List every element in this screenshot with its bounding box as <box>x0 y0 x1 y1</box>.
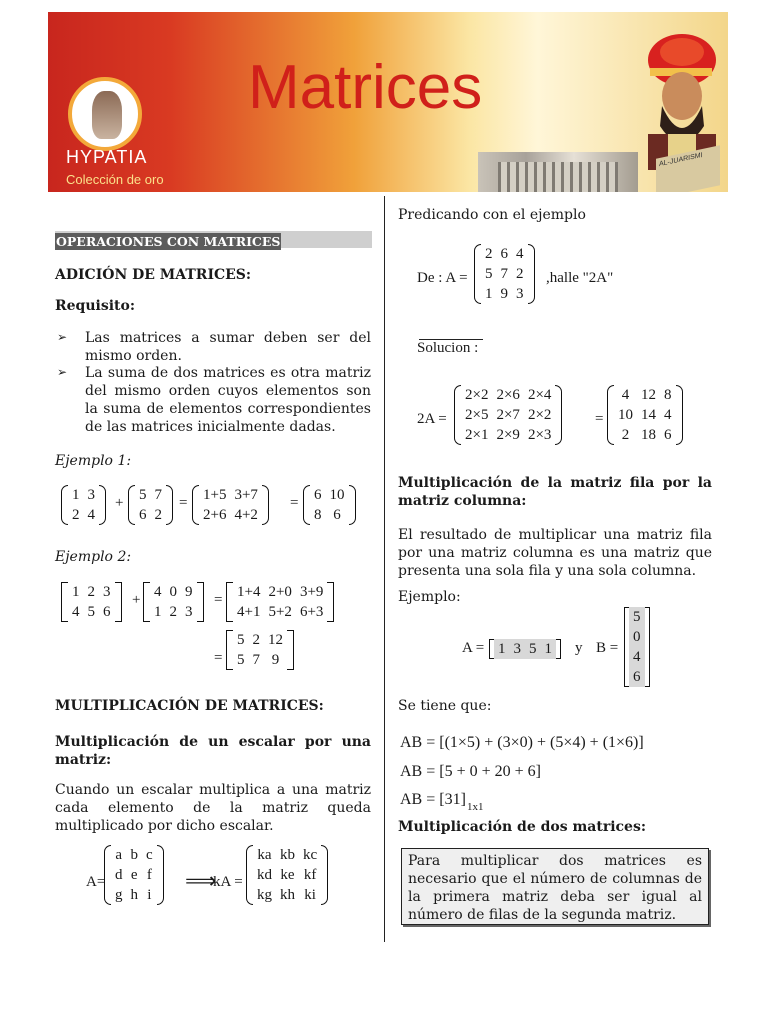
ab-line-1: AB = [(1×5) + (3×0) + (5×4) + (1×6)] <box>400 734 644 751</box>
and-y: y <box>575 640 583 656</box>
row-col-text: El resultado de multiplicar una matriz fila por una matriz columna es una matriz que presenta una sola fila y una sola columna. <box>398 527 712 579</box>
hypatia-logo <box>68 77 142 151</box>
ejemplo-label: Ejemplo: <box>398 589 461 605</box>
ab-line-2: AB = [5 + 0 + 20 + 6] <box>400 763 541 780</box>
se-tiene-text: Se tiene que: <box>398 698 492 714</box>
matrix-a-label: A= <box>86 874 106 890</box>
row-col-title: Multiplicación de la matriz fila por la matriz columna: <box>398 475 712 509</box>
example-2-label: Ejemplo 2: <box>55 549 132 565</box>
row-a-label: A = <box>462 640 485 656</box>
matrix-a: 2 6 4 5 7 2 1 9 3 <box>474 244 535 304</box>
bullet-item: La suma de dos matrices es otra matriz del mismo orden cuyos elementos son la suma de elementos correspondientes de las matrices inicialmente dadas. <box>85 365 371 435</box>
column-matrix-b: 5 0 4 6 <box>624 607 650 687</box>
ex2-matrix-a: 1 2 3 4 5 6 <box>61 582 122 622</box>
ex1-matrix-result: 6 10 8 6 <box>303 485 356 525</box>
callout-text: Para multiplicar dos matrices es necesario que el número de columnas de la primera matriz deba ser igual al número de filas de la segunda matriz. <box>408 853 702 923</box>
section-heading-text: OPERACIONES CON MATRICES <box>56 234 281 249</box>
column-divider <box>384 196 385 942</box>
addition-title: ADICIÓN DE MATRICES: <box>55 267 252 283</box>
ex2-matrix-b: 4 0 9 1 2 3 <box>143 582 204 622</box>
brand-subtitle: Colección de oro <box>66 172 164 187</box>
ex2-matrix-result: 5 2 12 5 7 9 <box>226 630 294 670</box>
equals-sign: = <box>214 650 223 666</box>
two-matrices-title: Multiplicación de dos matrices: <box>398 819 647 835</box>
equals-sign: = <box>595 411 604 427</box>
bullet-arrow-icon: ➢ <box>57 365 68 379</box>
callout-box <box>401 848 709 925</box>
bullet-item: Las matrices a sumar deben ser del mismo orden. <box>85 330 371 364</box>
equals-sign: = <box>214 592 223 608</box>
brand-name: HYPATIA <box>66 147 148 167</box>
scalar-title: Multiplicación de un escalar por una matriz: <box>55 734 371 768</box>
equals-sign: = <box>179 495 188 511</box>
two-a-label: 2A = <box>417 411 447 427</box>
header-banner <box>48 12 728 192</box>
scalar-matrix-a: a b c d e f g h i <box>104 845 164 905</box>
ab-subscript: 1x1 <box>467 801 484 813</box>
bullet-arrow-icon: ➢ <box>57 330 68 344</box>
ex1-matrix-b: 5 7 6 2 <box>128 485 173 525</box>
solucion-label: Solucion : <box>417 340 479 356</box>
ab-line-3: AB = [31] <box>400 791 466 808</box>
multiplication-title: MULTIPLICACIÓN DE MATRICES: <box>55 698 324 714</box>
ka-label: kA = <box>213 874 243 890</box>
section-heading <box>55 231 372 248</box>
scalar-matrix-ka: ka kb kc kd ke kf kg kh ki <box>246 845 328 905</box>
plus-sign: + <box>132 592 141 608</box>
intro-text: Predicando con el ejemplo <box>398 207 586 223</box>
two-a-result-matrix: 4 12 8 10 14 4 2 18 6 <box>607 385 683 445</box>
row-matrix-a: 1 3 5 1 <box>489 639 561 659</box>
implies-arrow-icon: ⟹ <box>185 868 217 893</box>
two-a-expression-matrix: 2×2 2×6 2×4 2×5 2×7 2×2 2×1 2×9 2×3 <box>454 385 562 445</box>
col-b-label: B = <box>596 640 619 656</box>
equals-sign: = <box>290 495 299 511</box>
page-title: Matrices <box>248 53 483 122</box>
ex1-matrix-a: 1 3 2 4 <box>61 485 106 525</box>
ex2-matrix-sum: 1+4 2+0 3+9 4+1 5+2 6+3 <box>226 582 334 622</box>
example-1-label: Ejemplo 1: <box>55 453 132 469</box>
halle-text: ,halle "2A" <box>546 270 614 286</box>
plus-sign: + <box>115 495 124 511</box>
scalar-text: Cuando un escalar multiplica a una matriz cada elemento de la matriz queda multiplicado por dicho escalar. <box>55 782 371 834</box>
building-windows <box>498 162 618 192</box>
book-image: AL-JUARISMI <box>656 145 720 192</box>
de-a-label: De : A = <box>417 270 468 286</box>
ex1-matrix-sum: 1+5 3+7 2+6 4+2 <box>192 485 269 525</box>
requisite-label: Requisito: <box>55 298 136 314</box>
